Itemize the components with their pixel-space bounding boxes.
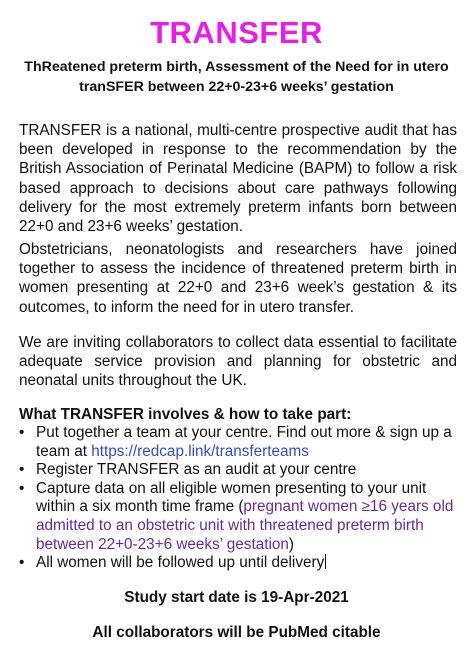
intro-paragraph: TRANSFER is a national, multi-centre prospective audit that has been developed in response to the recommendation by the British Association of Perinatal Medicine (BAPM) to follow a risk based approach to decisions about care pathways following delivery for the most extremely preterm infants born between 22+0 and 23+6 weeks’ gestation.: [19, 122, 457, 236]
redcap-link[interactable]: https://redcap.link/transferteams: [91, 442, 309, 460]
bullet-icon: •: [19, 479, 25, 497]
text-cursor: [325, 554, 326, 569]
citation-note: All collaborators will be PubMed citable: [92, 624, 381, 641]
list-item-text: Capture data on all eligible women presenting to your unit within a six month time frame (: [36, 479, 427, 516]
list-item: [19, 461, 459, 480]
collaboration-paragraph: Obstetricians, neonatologists and researchers have joined together to assess the incidence of threatened preterm birth in women presenting at 22+0 and 23+6 week’s gestation & its outcomes, to inform the need for in utero transfer.: [19, 241, 457, 316]
bullet-icon: •: [19, 461, 25, 479]
study-start-date: Study start date is 19-Apr-2021: [124, 589, 349, 606]
page-title: TRANSFER: [150, 15, 323, 50]
list-item-text: Put together a team at your centre. Find out more & sign up a team at: [36, 424, 452, 460]
eligibility-criteria: pregnant women ≥16 years old admitted to an obstetric unit with threatened preterm birth between 22+0-23+6 weeks’ gestation: [36, 498, 454, 553]
list-item: [19, 480, 459, 554]
involvement-list: [19, 424, 459, 573]
invitation-paragraph: We are inviting collaborators to collect data essential to facilitate adequate service provision and planning for obstetric and neonatal units throughout the UK.: [19, 334, 457, 390]
list-item-text-close: ): [288, 535, 294, 553]
bullet-icon: •: [19, 424, 25, 441]
list-item-text: Register TRANSFER as an audit at your centre: [36, 461, 357, 479]
list-item-text: All women will be followed up until delivery: [36, 554, 325, 572]
page-subtitle: ThReatened preterm birth, Assessment of the Need for in utero tranSFER between 22+0-23+6 weeks’ gestation: [24, 59, 449, 95]
bullet-icon: •: [19, 554, 25, 572]
involves-heading: What TRANSFER involves & how to take part:: [19, 406, 352, 423]
list-item: [19, 554, 459, 573]
list-item: [19, 424, 459, 461]
